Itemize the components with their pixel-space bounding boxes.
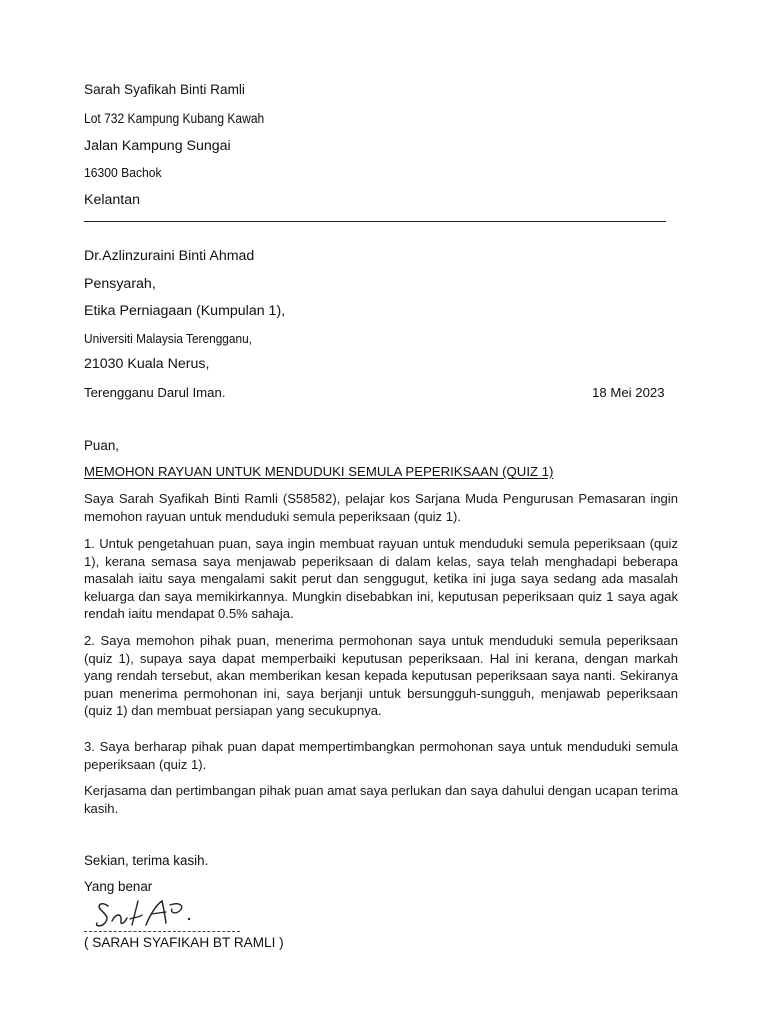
point-2-paragraph: 2. Saya memohon pihak puan, menerima permohonan saya untuk menduduki semula peperiksaan (quiz 1), supaya saya dapat memperbaiki keputusan peperiksaan. Hal ini kerana, dengan markah yang rendah tersebut, akan memberikan kesan kepada keputusan peperiksaan saya nanti. Sekiranya puan menerima permohonan ini, saya berjanji untuk bersungguh-sungguh, menjawab peperiksaan (quiz 1) dan membuat persiapan yang secukupnya. — [84, 633, 678, 719]
recipient-title: Pensyarah, — [84, 276, 156, 292]
point-3-paragraph: 3. Saya berharap pihak puan dapat mempertimbangkan permohonan saya untuk menduduki semula peperiksaan (quiz 1). — [84, 739, 678, 772]
salutation: Puan, — [84, 438, 119, 453]
header-divider — [84, 221, 666, 222]
letter-subject: MEMOHON RAYUAN UNTUK MENDUDUKI SEMULA PEPERIKSAAN (QUIZ 1) — [84, 464, 554, 479]
sender-name: Sarah Syafikah Binti Ramli — [84, 82, 245, 97]
sender-address-line2: Jalan Kampung Sungai — [84, 138, 231, 154]
signed-name: ( SARAH SYAFIKAH BT RAMLI ) — [84, 935, 284, 950]
recipient-postcode-city: 21030 Kuala Nerus, — [84, 356, 210, 372]
sender-address-line1: Lot 732 Kampung Kubang Kawah — [84, 111, 265, 126]
recipient-name: Dr.Azlinzuraini Binti Ahmad — [84, 248, 255, 264]
closing-thanks: Sekian, terima kasih. — [84, 853, 209, 868]
recipient-state: Terengganu Darul Iman. — [84, 385, 226, 400]
letter-date: 18 Mei 2023 — [592, 385, 665, 400]
sender-state: Kelantan — [84, 192, 141, 208]
recipient-university: Universiti Malaysia Terengganu, — [84, 331, 253, 346]
signature-line — [84, 931, 240, 932]
closing-yours: Yang benar — [84, 879, 153, 894]
point-1-paragraph: 1. Untuk pengetahuan puan, saya ingin membuat rayuan untuk menduduki semula peperiksaan (quiz 1), kerana semasa saya menjawab peperiksaan di dalam kelas, saya telah menghadapi beberapa masalah iaitu saya mengalami sakit perut dan senggugut, ketika ini juga saya sedang ada masalah keluarga dan saya memikirkannya. Mungkin disebabkan ini, keputusan peperiksaan quiz 1 saya agak rendah iaitu mendapat 0.5% sahaja. — [84, 536, 678, 622]
signature-image — [94, 897, 198, 931]
closing-paragraph: Kerjasama dan pertimbangan pihak puan amat saya perlukan dan saya dahului dengan ucapan terima kasih. — [84, 783, 678, 816]
intro-paragraph: Saya Sarah Syafikah Binti Ramli (S58582), pelajar kos Sarjana Muda Pengurusan Pemasaran ingin memohon rayuan untuk menduduki semula peperiksaan (quiz 1). — [84, 491, 678, 524]
sender-postcode-city: 16300 Bachok — [84, 165, 162, 180]
recipient-course: Etika Perniagaan (Kumpulan 1), — [84, 303, 286, 319]
